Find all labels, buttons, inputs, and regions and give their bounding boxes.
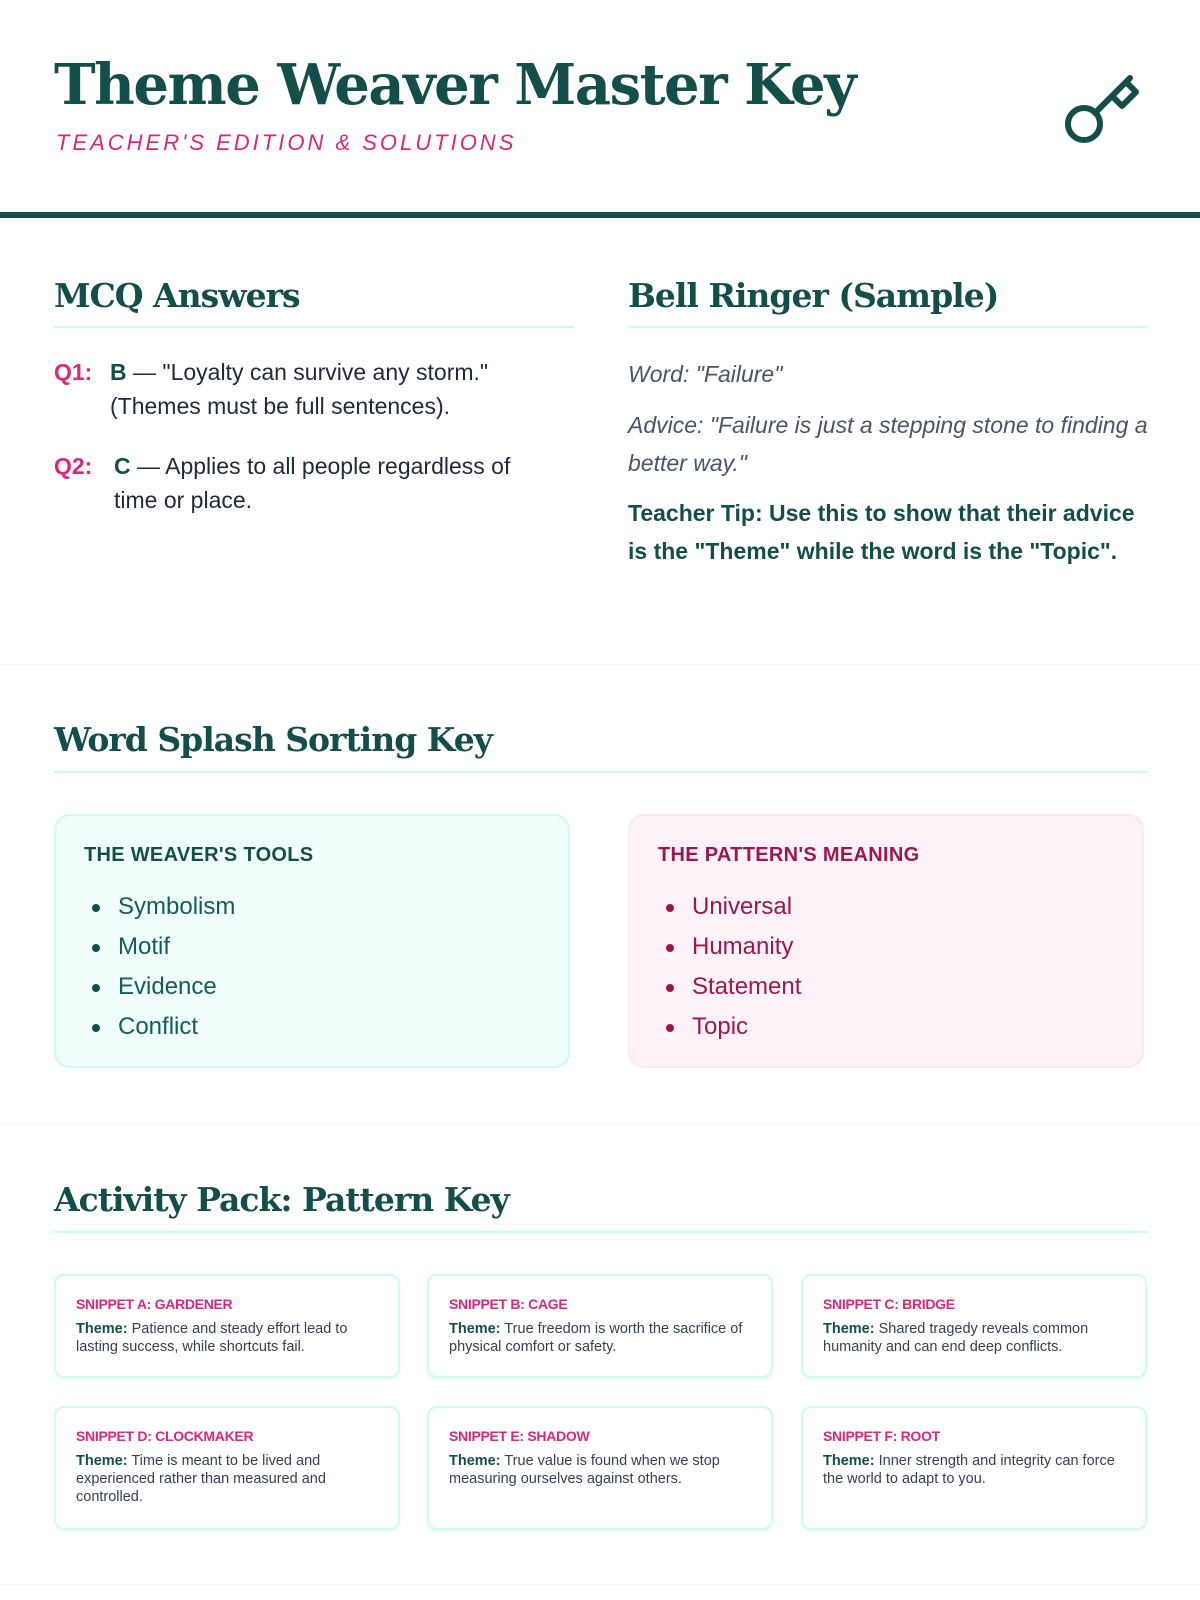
- snippet-title: SNIPPET B: CAGE: [449, 1296, 568, 1312]
- theme-text: Shared tragedy reveals common humanity and can end deep conflicts.: [823, 1321, 1089, 1355]
- list-item: Humanity: [658, 927, 1114, 967]
- mcq-answer-q2: [54, 449, 554, 517]
- answer-text: — "Loyalty can survive any storm." (Themes must be full sentences).: [110, 359, 489, 419]
- bell-word: Word: "Failure": [628, 361, 783, 387]
- snippet-theme: [449, 1320, 751, 1356]
- page-title: Theme Weaver Master Key: [54, 52, 856, 118]
- section-divider: [0, 1124, 1200, 1125]
- patterns-meaning-title: THE PATTERN'S MEANING: [658, 844, 920, 866]
- answer-letter: C: [114, 453, 131, 479]
- list-item: Evidence: [84, 967, 540, 1007]
- snippet-theme: [823, 1452, 1125, 1488]
- sorting-heading-rule: [54, 771, 1148, 773]
- snippet-card-b: [427, 1274, 773, 1378]
- snippet-theme: [823, 1320, 1125, 1356]
- snippet-card-c: [801, 1274, 1147, 1378]
- snippet-card-a: [54, 1274, 400, 1378]
- list-item: Topic: [658, 1007, 1114, 1047]
- snippet-card-f: [801, 1406, 1147, 1530]
- section-divider: [0, 664, 1200, 665]
- snippet-title: SNIPPET D: CLOCKMAKER: [76, 1428, 254, 1444]
- theme-text: Inner strength and integrity can force the world to adapt to you.: [823, 1453, 1115, 1487]
- snippet-title: SNIPPET E: SHADOW: [449, 1428, 590, 1444]
- bell-ringer-heading: Bell Ringer (Sample): [628, 276, 999, 315]
- mcq-heading: MCQ Answers: [54, 276, 300, 315]
- page-header: [0, 0, 1200, 216]
- answer-text: — Applies to all people regardless of time or place.: [114, 453, 511, 513]
- list-item: Universal: [658, 887, 1114, 927]
- list-item: Symbolism: [84, 887, 540, 927]
- snippet-card-e: [427, 1406, 773, 1530]
- theme-text: True value is found when we stop measuring ourselves against others.: [449, 1453, 720, 1487]
- theme-label: Theme:: [823, 1321, 875, 1337]
- sorting-heading: Word Splash Sorting Key: [54, 720, 492, 759]
- snippet-theme: [76, 1320, 378, 1356]
- snippet-title: SNIPPET A: GARDENER: [76, 1296, 233, 1312]
- question-label: Q2:: [54, 453, 93, 479]
- header-rule: [0, 212, 1200, 218]
- list-item: Statement: [658, 967, 1114, 1007]
- theme-label: Theme:: [449, 1321, 501, 1337]
- question-label: Q1:: [54, 359, 93, 385]
- theme-label: Theme:: [76, 1453, 128, 1469]
- weavers-tools-box: [54, 814, 570, 1068]
- snippet-theme: [449, 1452, 751, 1488]
- snippet-card-d: [54, 1406, 400, 1530]
- section-divider: [0, 1584, 1200, 1585]
- list-item: Motif: [84, 927, 540, 967]
- theme-text: True freedom is worth the sacrifice of physical comfort or safety.: [449, 1321, 743, 1355]
- weavers-tools-list: [84, 887, 540, 1047]
- snippet-title: SNIPPET C: BRIDGE: [823, 1296, 955, 1312]
- bell-advice: Advice: "Failure is just a stepping stone to finding a better way.": [628, 412, 1148, 476]
- weavers-tools-title: THE WEAVER'S TOOLS: [84, 844, 314, 866]
- activity-heading-rule: [54, 1231, 1148, 1233]
- theme-text: Time is meant to be lived and experienced rather than measured and controlled.: [76, 1453, 326, 1505]
- activity-heading: Activity Pack: Pattern Key: [54, 1180, 509, 1219]
- theme-label: Theme:: [76, 1321, 128, 1337]
- snippet-theme: [76, 1452, 378, 1506]
- snippet-title: SNIPPET F: ROOT: [823, 1428, 940, 1444]
- theme-text: Patience and steady effort lead to lasting success, while shortcuts fail.: [76, 1321, 348, 1355]
- theme-label: Theme:: [823, 1453, 875, 1469]
- answer-letter: B: [110, 359, 127, 385]
- page-subtitle: TEACHER'S EDITION & SOLUTIONS: [56, 130, 517, 155]
- teacher-tip: Teacher Tip: Use this to show that their advice is the "Theme" while the word is the "Topic".: [628, 500, 1135, 564]
- theme-label: Theme:: [449, 1453, 501, 1469]
- mcq-answer-q1: [54, 355, 554, 423]
- patterns-meaning-box: [628, 814, 1144, 1068]
- patterns-meaning-list: [658, 887, 1114, 1047]
- bell-ringer-heading-rule: [628, 326, 1148, 328]
- mcq-heading-rule: [54, 326, 574, 328]
- list-item: Conflict: [84, 1007, 540, 1047]
- key-icon: [1064, 72, 1148, 156]
